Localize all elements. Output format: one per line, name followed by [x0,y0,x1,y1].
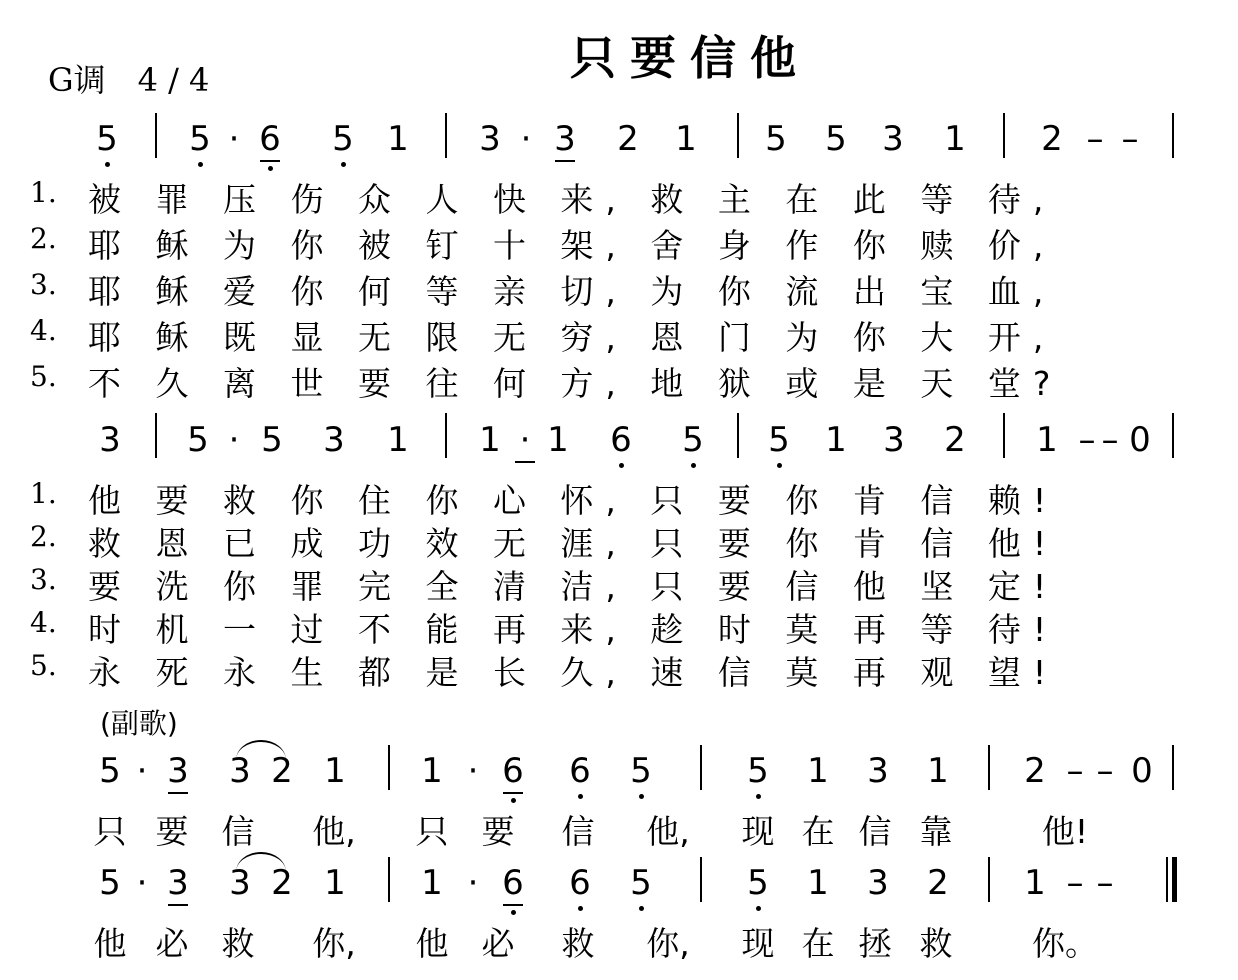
chorus-line2-note: 2 [927,863,949,903]
chorus-line2-note: – [1096,863,1114,903]
verse-line1-note: – [1121,119,1139,159]
verse-line1-note: 5 [332,119,354,159]
chorus-line1-barline [700,745,702,790]
verse-line1-low-dot [341,162,346,167]
chorus-line2-note: 3 [229,863,251,903]
chorus-lyric: 在 [801,924,835,963]
verse-lyric: 耶 稣 为 你 被 钉 十 架, 舍 身 作 你 赎 价, [88,226,1056,265]
chorus-lyric: 在 [801,812,835,851]
chorus-line2-note: 6 [502,863,524,903]
song-title: 只要信他 [570,31,810,85]
chorus-line2-note: 5 [630,863,652,903]
chorus-line1-note: 1 [421,751,443,791]
chorus-line2-underline [503,904,523,906]
chorus-lyric: 信 [858,812,892,851]
verse-line2-note: – [1101,420,1119,460]
chorus-line1-underline [168,792,188,794]
chorus-lyric: 救 [919,924,953,963]
chorus-lyric: 救 [561,924,595,963]
verse-line2-note: – [1078,420,1096,460]
verse-line1-note: · [520,119,532,159]
chorus-lyric: 拯 [858,924,892,963]
verse-number: 5. [30,649,57,682]
verse-line2-note: 5 [682,420,704,460]
chorus-line2-note: · [136,863,148,903]
verse-line2-note: 1 [1036,420,1058,460]
chorus-lyric: 他, [646,812,690,851]
chorus-lyric: 他! [1041,812,1089,851]
verse-line1-note: 5 [765,119,787,159]
verse-line1-barline [1172,113,1174,158]
chorus-line2-low-dot [756,906,761,911]
verse-number: 1. [30,477,57,510]
verse-lyric: 永 死 永 生 都 是 长 久, 速 信 莫 再 观 望! [88,653,1059,692]
verse-number: 4. [30,314,57,347]
chorus-line2-low-dot [578,906,583,911]
verse-line1-note: – [1086,119,1104,159]
chorus-lyric: 你, [646,924,690,963]
chorus-line2-note: · [467,863,479,903]
chorus-line1-note: · [136,751,148,791]
chorus-line2-note: 5 [747,863,769,903]
chorus-lyric: 要 [155,812,189,851]
verse-line1-note: 3 [554,119,576,159]
chorus-line1-note: 2 [1024,751,1046,791]
chorus-lyric: 现 [741,924,775,963]
verse-line1-note: 3 [882,119,904,159]
verse-line1-note: 5 [189,119,211,159]
final-barline-thick [1172,857,1177,902]
chorus-line1-barline [1172,745,1174,790]
chorus-line2-low-dot [511,910,516,915]
chorus-line1-barline [388,745,390,790]
verse-line1-barline [445,113,447,158]
chorus-lyric: 他 [415,924,449,963]
verse-line1-low-dot [105,162,110,167]
verse-number: 3. [30,563,57,596]
chorus-line1-low-dot [756,794,761,799]
verse-line1-note: 1 [944,119,966,159]
verse-line2-note: 3 [323,420,345,460]
chorus-line2-barline [988,857,990,902]
chorus-line1-note: 0 [1131,751,1153,791]
verse-line2-note: 3 [99,420,121,460]
verse-line1-barline [1003,113,1005,158]
chorus-line1-underline [503,792,523,794]
verse-line2-underline [515,461,535,463]
verse-line1-low-dot [198,162,203,167]
verse-line2-note: 1 [479,420,501,460]
verse-line1-low-dot [268,166,273,171]
chorus-lyric: 救 [221,924,255,963]
verse-line1-note: · [228,119,240,159]
verse-line1-underline [260,160,280,162]
verse-line1-barline [155,113,157,158]
verse-line2-low-dot [619,463,624,468]
chorus-lyric: 必 [155,924,189,963]
chorus-line2-note: 3 [867,863,889,903]
chorus-lyric: 信 [561,812,595,851]
chorus-lyric: 他 [93,924,127,963]
chorus-line1-note: 6 [502,751,524,791]
verse-line2-barline [155,413,157,458]
verse-lyric: 要 洗 你 罪 完 全 清 洁, 只 要 信 他 坚 定! [88,567,1059,606]
chorus-line1-note: 1 [927,751,949,791]
chorus-line1-note: 1 [324,751,346,791]
chorus-line2-note: 1 [1024,863,1046,903]
verse-line1-note: 2 [1041,119,1063,159]
chorus-line1-low-dot [639,794,644,799]
verse-line2-barline [1003,413,1005,458]
verse-line2-note: 1 [387,420,409,460]
verse-line1-note: 3 [479,119,501,159]
verse-line1-note: 1 [387,119,409,159]
chorus-line1-low-dot [511,798,516,803]
verse-line1-note: 5 [96,119,118,159]
verse-number: 2. [30,520,57,553]
chorus-line1-note: 3 [229,751,251,791]
verse-line1-note: 2 [617,119,639,159]
chorus-label: (副歌) [100,707,178,740]
verse-line2-note: 5 [261,420,283,460]
chorus-line1-note: 1 [807,751,829,791]
chorus-line1-note: – [1096,751,1114,791]
chorus-line2-underline [168,904,188,906]
chorus-lyric: 你。 [1032,924,1098,963]
verse-line2-note: 2 [944,420,966,460]
chorus-line2-note: 6 [569,863,591,903]
verse-lyric: 被 罪 压 伤 众 人 快 来, 救 主 在 此 等 待, [88,180,1056,219]
verse-lyric: 他 要 救 你 住 你 心 怀, 只 要 你 肯 信 赖! [88,481,1059,520]
chorus-line2-note: 3 [167,863,189,903]
verse-line2-low-dot [691,463,696,468]
verse-lyric: 不 久 离 世 要 往 何 方, 地 狱 或 是 天 堂? [88,364,1063,403]
verse-line2-note: · [228,420,240,460]
verse-number: 3. [30,268,57,301]
verse-line2-barline [445,413,447,458]
verse-line1-barline [737,113,739,158]
chorus-line2-tie [236,852,286,872]
verse-line2-note: 0 [1129,420,1151,460]
chorus-lyric: 只 [415,812,449,851]
verse-line2-barline [737,413,739,458]
verse-number: 1. [30,176,57,209]
chorus-line1-low-dot [578,794,583,799]
chorus-line2-barline [388,857,390,902]
verse-lyric: 时 机 一 过 不 能 再 来, 趁 时 莫 再 等 待! [88,610,1059,649]
verse-line2-note: · [519,420,531,460]
chorus-line1-note: 3 [167,751,189,791]
chorus-lyric: 他, [312,812,356,851]
chorus-line2-note: 5 [99,863,121,903]
verse-number: 4. [30,606,57,639]
verse-number: 5. [30,360,57,393]
chorus-line2-note: 2 [271,863,293,903]
chorus-line1-note: 5 [99,751,121,791]
verse-line2-note: 3 [883,420,905,460]
chorus-line2-note: – [1066,863,1084,903]
chorus-line1-note: 2 [271,751,293,791]
verse-line2-barline [1172,413,1174,458]
verse-lyric: 救 恩 已 成 功 效 无 涯, 只 要 你 肯 信 他! [88,524,1059,563]
verse-line2-note: 1 [825,420,847,460]
chorus-lyric: 现 [741,812,775,851]
chorus-lyric: 你, [312,924,356,963]
chorus-line1-note: 6 [569,751,591,791]
chorus-lyric: 只 [93,812,127,851]
verse-line1-underline [555,160,575,162]
verse-line1-note: 1 [675,119,697,159]
chorus-line2-note: 1 [324,863,346,903]
verse-number: 2. [30,222,57,255]
chorus-lyric: 靠 [919,812,953,851]
verse-line1-note: 6 [259,119,281,159]
chorus-line1-note: – [1066,751,1084,791]
chorus-line2-low-dot [639,906,644,911]
verse-line2-note: 5 [768,420,790,460]
chorus-lyric: 要 [481,812,515,851]
chorus-line2-note: 1 [421,863,443,903]
chorus-line1-note: · [467,751,479,791]
verse-line2-note: 6 [610,420,632,460]
chorus-lyric: 必 [481,924,515,963]
chorus-line1-note: 3 [867,751,889,791]
chorus-line1-tie [236,740,286,760]
chorus-line2-note: 1 [807,863,829,903]
key-signature: G调 4 / 4 [48,61,210,99]
verse-lyric: 耶 稣 既 显 无 限 无 穷, 恩 门 为 你 大 开, [88,318,1056,357]
verse-line2-note: 1 [547,420,569,460]
final-barline [1166,857,1168,902]
chorus-line2-barline [700,857,702,902]
chorus-line1-barline [988,745,990,790]
verse-line1-note: 5 [825,119,847,159]
chorus-line1-note: 5 [747,751,769,791]
verse-line2-note: 5 [187,420,209,460]
chorus-line1-note: 5 [630,751,652,791]
chorus-lyric: 信 [221,812,255,851]
verse-line2-low-dot [777,463,782,468]
verse-lyric: 耶 稣 爱 你 何 等 亲 切, 为 你 流 出 宝 血, [88,272,1056,311]
